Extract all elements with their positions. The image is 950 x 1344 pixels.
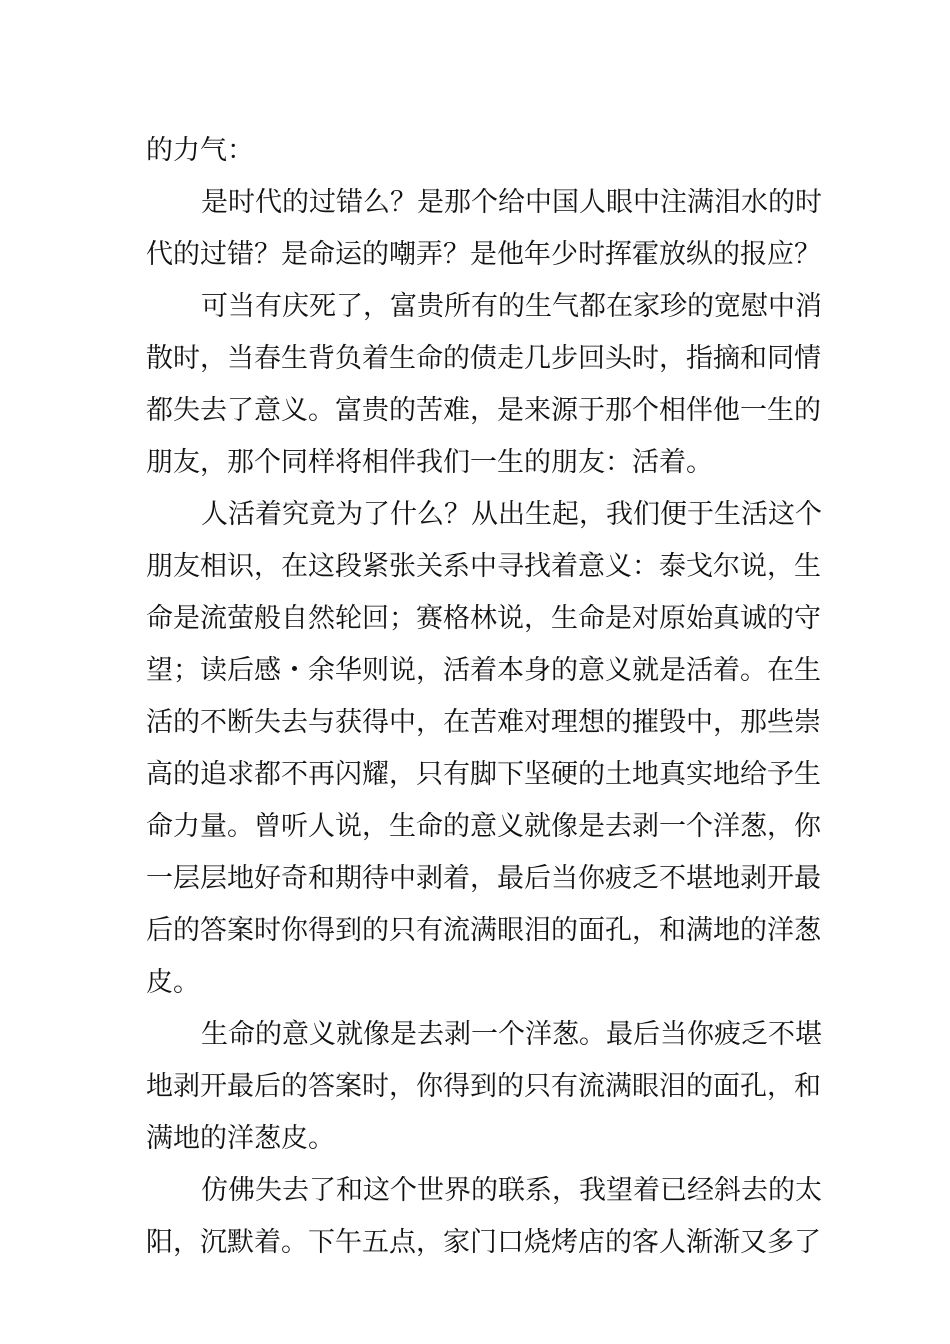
text-line: 的力气：: [146, 135, 254, 166]
text-line: 可当有庆死了，富贵所有的生气都在家珍的宽慰中消: [201, 291, 822, 322]
text-line: 满地的洋葱皮。: [146, 1123, 335, 1154]
text-line: 望；读后感・余华则说，活着本身的意义就是活着。在生: [146, 655, 821, 686]
text-line: 命是流萤般自然轮回；赛格林说，生命是对原始真诚的守: [146, 603, 821, 634]
paragraph-3: [146, 281, 822, 489]
body-text: [146, 125, 822, 1269]
text-line: 阳，沉默着。下午五点，家门口烧烤店的客人渐渐又多了: [146, 1227, 821, 1258]
text-line: 朋友，那个同样将相伴我们一生的朋友：活着。: [146, 447, 713, 478]
text-line: 活的不断失去与获得中，在苦难对理想的摧毁中，那些崇: [146, 707, 821, 738]
text-line: 后的答案时你得到的只有流满眼泪的面孔，和满地的洋葱: [146, 915, 821, 946]
paragraph-1: [146, 125, 810, 177]
text-line: 人活着究竟为了什么？从出生起，我们便于生活这个: [201, 499, 822, 530]
paragraph-6: [146, 1165, 822, 1269]
text-line: 都失去了意义。富贵的苦难，是来源于那个相伴他一生的: [146, 395, 821, 426]
text-line: 生命的意义就像是去剥一个洋葱。最后当你疲乏不堪: [201, 1019, 822, 1050]
paragraph-2: [146, 177, 822, 281]
paragraph-4: [146, 489, 822, 1009]
paragraph-5: [146, 1009, 822, 1165]
text-line: 高的追求都不再闪耀，只有脚下坚硬的土地真实地给予生: [146, 759, 821, 790]
text-line: 是时代的过错么？是那个给中国人眼中注满泪水的时: [201, 187, 822, 218]
text-line: 命力量。曾听人说，生命的意义就像是去剥一个洋葱，你: [146, 811, 821, 842]
text-line: 代的过错？是命运的嘲弄？是他年少时挥霍放纵的报应？: [146, 239, 821, 270]
text-line: 一层层地好奇和期待中剥着，最后当你疲乏不堪地剥开最: [146, 863, 821, 894]
text-line: 皮。: [146, 967, 200, 998]
text-line: 朋友相识，在这段紧张关系中寻找着意义：泰戈尔说，生: [146, 551, 821, 582]
text-line: 地剥开最后的答案时，你得到的只有流满眼泪的面孔，和: [146, 1071, 821, 1102]
text-line: 散时，当春生背负着生命的债走几步回头时，指摘和同情: [146, 343, 821, 374]
text-line: 仿佛失去了和这个世界的联系，我望着已经斜去的太: [201, 1175, 822, 1206]
